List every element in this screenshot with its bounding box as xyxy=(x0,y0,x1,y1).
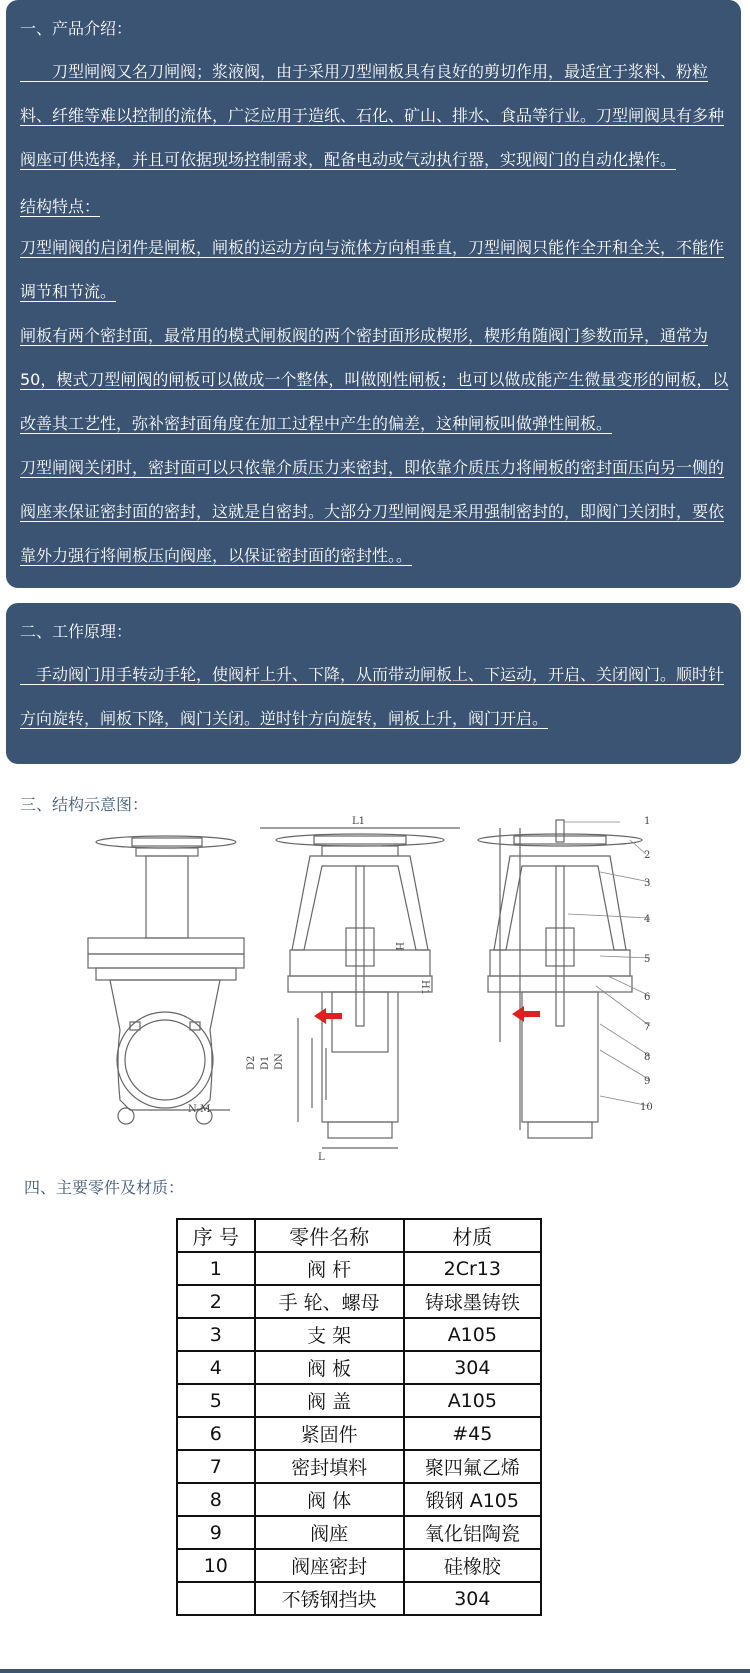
cell-material: 锻钢 A105 xyxy=(404,1483,541,1516)
table-row xyxy=(177,1450,541,1483)
table-row xyxy=(177,1252,541,1285)
cell-material: #45 xyxy=(404,1417,541,1450)
table-row xyxy=(177,1483,541,1516)
cell-material: A105 xyxy=(404,1318,541,1351)
cell-index: 4 xyxy=(177,1351,255,1384)
callout-8: 8 xyxy=(644,1052,651,1063)
table-row xyxy=(177,1384,541,1417)
parts-table xyxy=(176,1218,542,1616)
working-principle-panel xyxy=(6,603,741,764)
intro-paragraph: 刀型闸阀又名刀闸阀；浆液阀，由于采用刀型闸板具有良好的剪切作用，最适宜于浆料、粉粒料、纤维等难以控制的流体，广泛应用于造纸、石化、矿山、排水、食品等行业。刀型闸阀具有多种阀座可供选择，并且可依据现场控制需求，配备电动或气动执行器，实现阀门的自动化操作。 xyxy=(20,62,725,169)
valve-structure-diagram xyxy=(60,810,660,1160)
table-row xyxy=(177,1351,541,1384)
cell-index: 3 xyxy=(177,1318,255,1351)
cell-name: 手 轮、螺母 xyxy=(255,1285,404,1318)
cell-name: 阀座密封 xyxy=(255,1549,404,1582)
table-row xyxy=(177,1582,541,1615)
dim-label-H1: H1 xyxy=(419,980,430,996)
col-header-material: 材质 xyxy=(404,1219,541,1252)
cell-index: 2 xyxy=(177,1285,255,1318)
principle-heading: 二、工作原理： xyxy=(20,622,133,641)
features-paragraph-2: 闸板有两个密封面，最常用的模式闸板阀的两个密封面形成楔形，楔形角随阀门参数而异，通常为50，楔式刀型闸阀的闸板可以做成一个整体，叫做刚性闸板；也可以做成能产生微量变形的闸板，以改善其工艺性，弥补密封面角度在加工过程中产生的偏差，这种闸板叫做弹性闸板。 xyxy=(20,326,729,433)
cell-name: 不锈钢挡块 xyxy=(255,1582,404,1615)
table-row xyxy=(177,1285,541,1318)
cell-material: 氧化铝陶瓷 xyxy=(404,1516,541,1549)
cell-material: 铸球墨铸铁 xyxy=(404,1285,541,1318)
features-paragraph-3: 刀型闸阀关闭时，密封面可以只依靠介质压力来密封，即依靠介质压力将闸板的密封面压向另一侧的阀座来保证密封面的密封，这就是自密封。大部分刀型闸阀是采用强制密封的，即阀门关闭时，要依靠外力强行将闸板压向阀座，以保证密封面的密封性。。 xyxy=(20,458,725,565)
dim-label-NM: N-M xyxy=(188,1104,211,1115)
cell-material: A105 xyxy=(404,1384,541,1417)
table-row xyxy=(177,1516,541,1549)
valve-front-view xyxy=(260,828,520,1148)
dim-label-L1: L1 xyxy=(352,816,366,827)
cell-material: 304 xyxy=(404,1582,541,1615)
features-heading: 结构特点： xyxy=(20,197,101,216)
valve-section-view xyxy=(478,820,642,1138)
callout-9: 9 xyxy=(644,1076,651,1087)
cell-index: 8 xyxy=(177,1483,255,1516)
intro-heading: 一、产品介绍： xyxy=(20,19,133,38)
cell-index: 10 xyxy=(177,1549,255,1582)
cell-index: 1 xyxy=(177,1252,255,1285)
callout-3: 3 xyxy=(644,878,651,889)
cell-material: 聚四氟乙烯 xyxy=(404,1450,541,1483)
dim-label-H: H xyxy=(393,942,404,951)
callout-4: 4 xyxy=(644,914,651,925)
cell-name: 阀 杆 xyxy=(255,1252,404,1285)
cell-material: 2Cr13 xyxy=(404,1252,541,1285)
flow-arrow-icon xyxy=(512,1006,540,1022)
callout-2: 2 xyxy=(644,850,651,861)
cell-index: 9 xyxy=(177,1516,255,1549)
callout-1: 1 xyxy=(644,816,651,827)
table-row xyxy=(177,1549,541,1582)
cell-index: 5 xyxy=(177,1384,255,1417)
cell-name: 阀座 xyxy=(255,1516,404,1549)
cell-name: 阀 体 xyxy=(255,1483,404,1516)
cell-name: 阀 盖 xyxy=(255,1384,404,1417)
structure-heading: 三、结构示意图： xyxy=(20,795,149,814)
cell-index: 7 xyxy=(177,1450,255,1483)
cell-material: 硅橡胶 xyxy=(404,1549,541,1582)
callout-7: 7 xyxy=(644,1022,651,1033)
callout-5: 5 xyxy=(644,954,651,965)
cell-name: 支 架 xyxy=(255,1318,404,1351)
flow-arrow-icon xyxy=(314,1008,342,1024)
dim-label-D2: D2 xyxy=(246,1055,257,1070)
col-header-index: 序 号 xyxy=(177,1219,255,1252)
table-row xyxy=(177,1318,541,1351)
dim-label-L: L xyxy=(318,1152,325,1160)
cell-name: 紧固件 xyxy=(255,1417,404,1450)
cell-name: 阀 板 xyxy=(255,1351,404,1384)
cell-index xyxy=(177,1582,255,1615)
dim-label-D1: D1 xyxy=(260,1055,271,1070)
principle-paragraph: 手动阀门用手转动手轮，使阀杆上升、下降，从而带动闸板上、下运动，开启、关闭阀门。顺时针方向旋转，闸板下降，阀门关闭。逆时针方向旋转，闸板上升，阀门开启。 xyxy=(20,665,725,728)
valve-side-view xyxy=(88,836,244,1124)
callout-6: 6 xyxy=(644,992,651,1003)
parts-heading: 四、主要零件及材质： xyxy=(24,1178,185,1197)
cell-name: 密封填料 xyxy=(255,1450,404,1483)
cell-material: 304 xyxy=(404,1351,541,1384)
cell-index: 6 xyxy=(177,1417,255,1450)
bottom-divider xyxy=(0,1669,750,1673)
dim-label-DN: DN xyxy=(274,1053,285,1070)
table-header-row xyxy=(177,1219,541,1252)
callout-10: 10 xyxy=(640,1102,653,1113)
features-paragraph-1: 刀型闸阀的启闭件是闸板，闸板的运动方向与流体方向相垂直，刀型闸阀只能作全开和全关，不能作调节和节流。 xyxy=(20,238,725,301)
table-row xyxy=(177,1417,541,1450)
col-header-name: 零件名称 xyxy=(255,1219,404,1252)
product-intro-panel xyxy=(6,0,741,588)
